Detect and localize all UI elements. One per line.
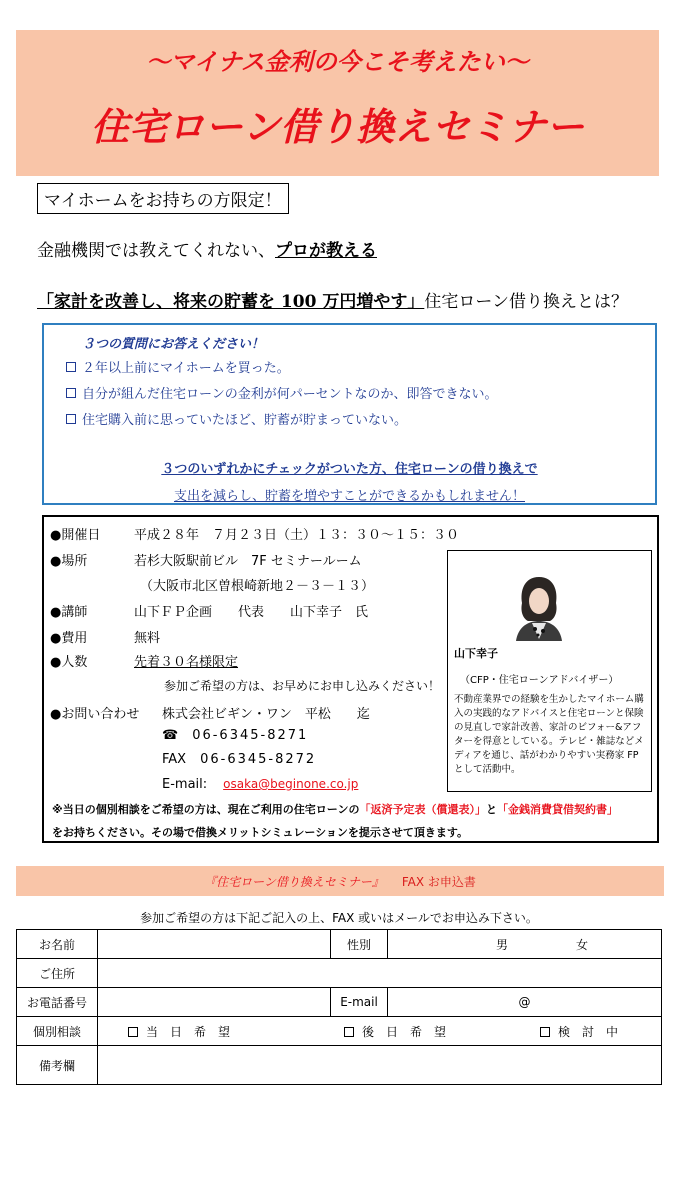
fax-form-title: 『住宅ローン借り換えセミナー』	[204, 874, 384, 889]
question-item	[66, 409, 407, 428]
lecturer-bio: 不動産業界での経験を生かしたマイホーム購入の実践的なアドバイスと住宅ローンと保険の見直しで家計改善、家計のビフォー&アフターを得意としている。テレビ・雑誌などメディアを通じ、話がわかりやすい実務家 FP として活動中。	[454, 694, 644, 775]
note1-b: 「返済予定表（償還表）」	[359, 803, 486, 816]
date-label: ●開催日	[50, 528, 101, 543]
intro-line-2	[37, 287, 628, 312]
capacity-label: ●人数	[50, 655, 88, 670]
consult-option-today[interactable]	[98, 1023, 314, 1040]
lecturer-photo	[508, 573, 570, 641]
lecturer-value: 山下ＦＰ企画 代表 山下幸子 氏	[134, 605, 369, 620]
email-row	[162, 777, 358, 792]
contact-label: ●お問い合わせ	[50, 707, 140, 722]
form-instruction: 参加ご希望の方は下記ご記入の上、FAX 或いはメールでお申込み下さい。	[140, 911, 538, 925]
intro-line-2a: 「家計を改善し、将来の貯蓄を 100 万円増やす」	[37, 292, 425, 312]
question-text: ２年以上前にマイホームを買った。	[82, 361, 290, 376]
consultation-note-1	[52, 801, 618, 817]
place-value: 若杉大阪駅前ビル 7F セミナールーム	[134, 554, 362, 569]
gender-male[interactable]: 男	[495, 937, 508, 952]
capacity-value: 先着３０名様限定	[134, 655, 239, 670]
phone-label: お電話番号	[17, 988, 98, 1017]
email-link[interactable]: osaka@beginone.co.jp	[223, 777, 359, 791]
consultation-note-2: をお持ちください。その場で借換メリットシミュレーションを提示させて頂きます。	[52, 826, 469, 839]
header-subtitle: ～マイナス金利の今こそ考えたい～	[146, 48, 529, 76]
checkbox-icon	[66, 388, 76, 398]
place-label: ●場所	[50, 554, 88, 569]
apply-note: 参加ご希望の方は、お早めにお申し込みください！	[164, 679, 441, 693]
fax-form-subtitle: FAX お申込書	[401, 874, 476, 889]
checkbox-icon	[540, 1027, 550, 1037]
lecturer-label: ●講師	[50, 605, 88, 620]
questions-title: ３つの質問にお答えください！	[82, 337, 265, 352]
email-field[interactable]	[388, 988, 662, 1017]
date-value: 平成２８年 ７月２３日（土）１３：３０～１５：３０	[134, 528, 460, 543]
fax-label: FAX	[162, 752, 187, 767]
fax-form-bar	[16, 866, 664, 896]
tel-row	[162, 728, 308, 743]
consult-option-considering[interactable]	[510, 1023, 618, 1040]
consult-option-later[interactable]	[314, 1023, 510, 1040]
lecturer-profile	[447, 550, 652, 792]
tel-number: 06-6345-8271	[192, 728, 309, 743]
email-label: E-mail:	[162, 777, 208, 792]
consult-label: 個別相談	[17, 1017, 98, 1046]
contact-value: 株式会社ビギン・ワン 平松 迄	[162, 707, 370, 722]
question-text: 住宅購入前に思っていたほど、貯蓄が貯まっていない。	[82, 413, 408, 428]
seminar-info-box	[42, 515, 659, 843]
email-field-label: E-mail	[331, 988, 388, 1017]
checkbox-icon	[66, 362, 76, 372]
note1-c: と	[485, 803, 497, 816]
name-field[interactable]	[98, 930, 331, 959]
gender-label: 性別	[331, 930, 388, 959]
email-at: @	[518, 995, 531, 1009]
questions-conclusion-1: ３つのいずれかにチェックがついた方、住宅ローンの借り換えで	[161, 462, 538, 477]
gender-female[interactable]: 女	[575, 937, 588, 952]
intro-line-2b: 住宅ローン借り換えとは？	[424, 292, 628, 312]
note1-a: ※当日の個別相談をご希望の方は、現在ご利用の住宅ローンの	[52, 803, 360, 816]
intro-line-1b: プロが教える	[275, 241, 377, 261]
question-text: 自分が組んだ住宅ローンの金利が何パーセントなのか、即答できない。	[82, 387, 498, 402]
consult-option-considering-label: 検 討 中	[558, 1024, 619, 1039]
application-form	[16, 929, 662, 1085]
fax-number: 06-6345-8272	[200, 752, 317, 767]
header-title: 住宅ローン借り換えセミナー	[90, 105, 585, 149]
questions-box	[42, 323, 657, 505]
header-banner	[16, 30, 659, 176]
remarks-field[interactable]	[98, 1046, 662, 1085]
consult-option-today-label: 当 日 希 望	[146, 1024, 231, 1039]
phone-icon: ☎	[162, 728, 179, 743]
name-label: お名前	[17, 930, 98, 959]
fee-value: 無料	[134, 631, 161, 646]
lecturer-name: 山下幸子	[454, 647, 498, 660]
target-audience-label: マイホームをお持ちの方限定！	[37, 183, 289, 214]
intro-line-1	[37, 236, 377, 261]
consult-options	[98, 1017, 662, 1046]
remarks-label: 備考欄	[17, 1046, 98, 1085]
checkbox-icon	[344, 1027, 354, 1037]
lecturer-role: （CFP・住宅ローンアドバイザー）	[460, 675, 619, 686]
intro-line-1a: 金融機関では教えてくれない、	[37, 241, 275, 261]
phone-field[interactable]	[98, 988, 331, 1017]
note1-d: 「金銭消費貸借契約書」	[496, 803, 618, 816]
questions-conclusion-2: 支出を減らし、貯蓄を増やすことができるかもしれません！	[173, 489, 525, 504]
question-item	[66, 357, 290, 376]
address-label: ご住所	[17, 959, 98, 988]
fee-label: ●費用	[50, 631, 88, 646]
question-item	[66, 383, 497, 402]
gender-field[interactable]	[388, 930, 662, 959]
address-field[interactable]	[98, 959, 662, 988]
checkbox-icon	[66, 414, 76, 424]
consult-option-later-label: 後 日 希 望	[362, 1024, 447, 1039]
place-address: （大阪市北区曽根崎新地２－３－１３）	[140, 579, 375, 594]
checkbox-icon	[128, 1027, 138, 1037]
fax-row	[162, 752, 316, 767]
